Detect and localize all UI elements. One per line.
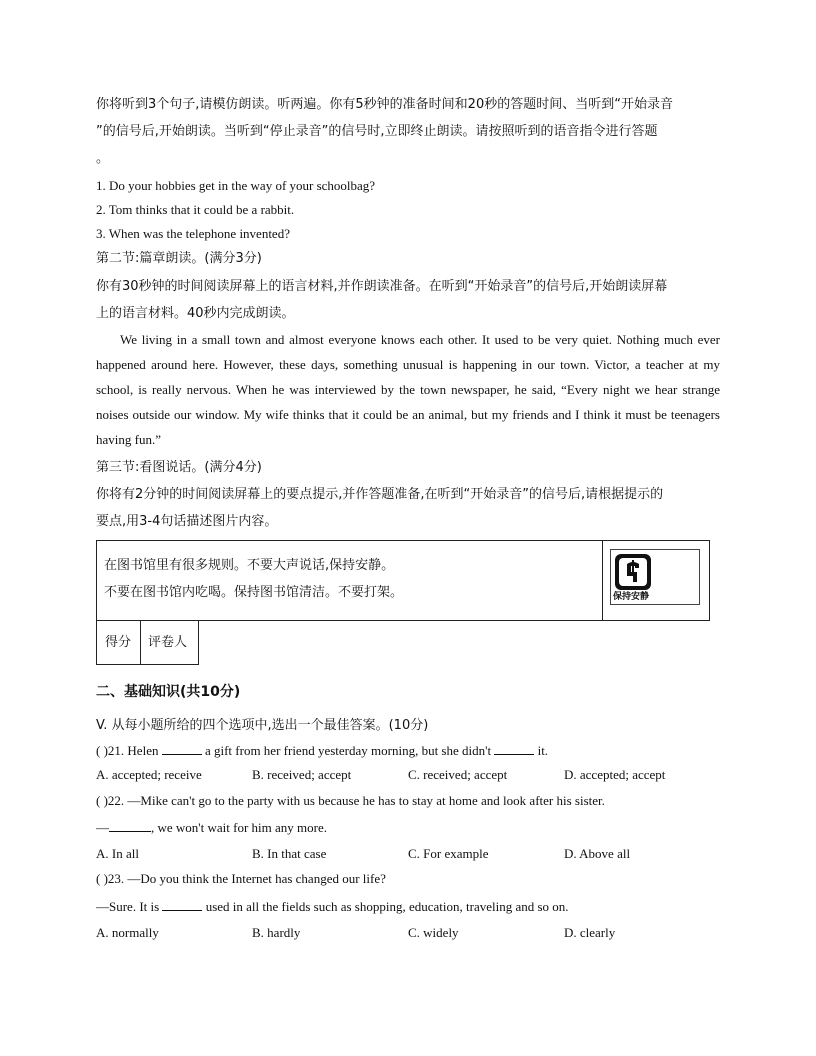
sentence-2: 2. Tom thinks that it could be a rabbit. bbox=[96, 202, 295, 217]
q21-option-a[interactable]: A. accepted; receive bbox=[96, 767, 202, 782]
section3-instruction-line2: 要点,用3-4句话描述图片内容。 bbox=[96, 514, 278, 529]
prompt-box-divider bbox=[602, 541, 603, 620]
q22-option-a[interactable]: A. In all bbox=[96, 846, 139, 861]
part2-heading: 二、基础知识(共10分) bbox=[96, 684, 241, 700]
question-23: ( )23. —Do you think the Internet has changed our life? bbox=[96, 871, 386, 886]
q22-option-b[interactable]: B. In that case bbox=[252, 846, 327, 861]
picture-prompt-box bbox=[96, 540, 710, 621]
question-22: ( )22. —Mike can't go to the party with us because he has to stay at home and look after his sister. bbox=[96, 793, 605, 808]
q23-option-d[interactable]: D. clearly bbox=[564, 925, 616, 940]
part1-instruction-line1: 你将听到3个句子,请模仿朗读。听两遍。你有5秒钟的准备时间和20秒的答题时间、当听到“开始录音 bbox=[96, 97, 673, 112]
grader-cell bbox=[140, 620, 199, 665]
answer-blank[interactable] bbox=[109, 819, 151, 832]
section3-title: 第三节:看图说话。(满分4分) bbox=[96, 460, 262, 475]
quiet-gesture-icon bbox=[613, 552, 653, 592]
answer-bracket[interactable]: ( ) bbox=[96, 743, 108, 758]
q22-option-d[interactable]: D. Above all bbox=[564, 846, 631, 861]
question-22-line2: — , we won't wait for him any more. bbox=[96, 820, 327, 835]
section2-title: 第二节:篇章朗读。(满分3分) bbox=[96, 251, 262, 266]
question-21: ( )21. Helen a gift from her friend yesterday morning, but she didn't it. bbox=[96, 743, 549, 758]
answer-blank[interactable] bbox=[162, 742, 202, 755]
q21-option-d[interactable]: D. accepted; accept bbox=[564, 767, 666, 782]
q23-option-a[interactable]: A. normally bbox=[96, 925, 159, 940]
answer-blank[interactable] bbox=[494, 742, 534, 755]
prompt-line-2: 不要在图书馆内吃喝。保持图书馆清洁。不要打架。 bbox=[104, 585, 404, 600]
section3-instruction-line1: 你将有2分钟的时间阅读屏幕上的要点提示,并作答题准备,在听到“开始录音”的信号后,请根据提示的 bbox=[96, 487, 664, 502]
prompt-line-1: 在图书馆里有很多规则。不要大声说话,保持安静。 bbox=[104, 558, 395, 573]
quiet-sign bbox=[610, 549, 700, 605]
answer-bracket[interactable]: ( ) bbox=[96, 793, 108, 808]
sentence-1: 1. Do your hobbies get in the way of your schoolbag? bbox=[96, 178, 376, 193]
part1-instruction-line2: ”的信号后,开始朗读。当听到“停止录音”的信号时,立即终止朗读。请按照听到的语音指令进行答题 bbox=[96, 124, 658, 139]
score-cell bbox=[96, 620, 141, 665]
sentence-3: 3. When was the telephone invented? bbox=[96, 226, 290, 241]
q23-option-c[interactable]: C. widely bbox=[408, 925, 459, 940]
q23-option-b[interactable]: B. hardly bbox=[252, 925, 301, 940]
q22-option-c[interactable]: C. For example bbox=[408, 846, 489, 861]
answer-bracket[interactable]: ( ) bbox=[96, 871, 108, 886]
section2-instruction-line2: 上的语言材料。40秒内完成朗读。 bbox=[96, 306, 295, 321]
part1-instruction-line3: 。 bbox=[96, 151, 110, 166]
question-23-line2: —Sure. It is used in all the fields such as shopping, education, traveling and so on. bbox=[96, 899, 569, 914]
grader-label: 评卷人 bbox=[148, 635, 188, 650]
q21-option-c[interactable]: C. received; accept bbox=[408, 767, 508, 782]
answer-blank[interactable] bbox=[162, 898, 202, 911]
score-label: 得分 bbox=[105, 635, 132, 650]
section2-instruction-line1: 你有30秒钟的时间阅读屏幕上的语言材料,并作朗读准备。在听到“开始录音”的信号后,开始朗读屏幕 bbox=[96, 279, 668, 294]
reading-passage: We living in a small town and almost everyone knows each other. It used to be very quiet. Nothing much ever happened around here. However, these days, something unusual is happening in our town. Victor, a teacher at my school, is really nervous. When he was interviewed by the town newspaper, he said, “Every night we hear strange noises outside our window. My wife thinks that it could be an animal, but my friends and I think it must be teenagers having fun.” bbox=[96, 332, 720, 447]
quiet-sign-label: 保持安静 bbox=[613, 592, 650, 602]
q21-option-b[interactable]: B. received; accept bbox=[252, 767, 352, 782]
part2-instruction: V. 从每小题所给的四个选项中,选出一个最佳答案。(10分) bbox=[96, 718, 429, 733]
